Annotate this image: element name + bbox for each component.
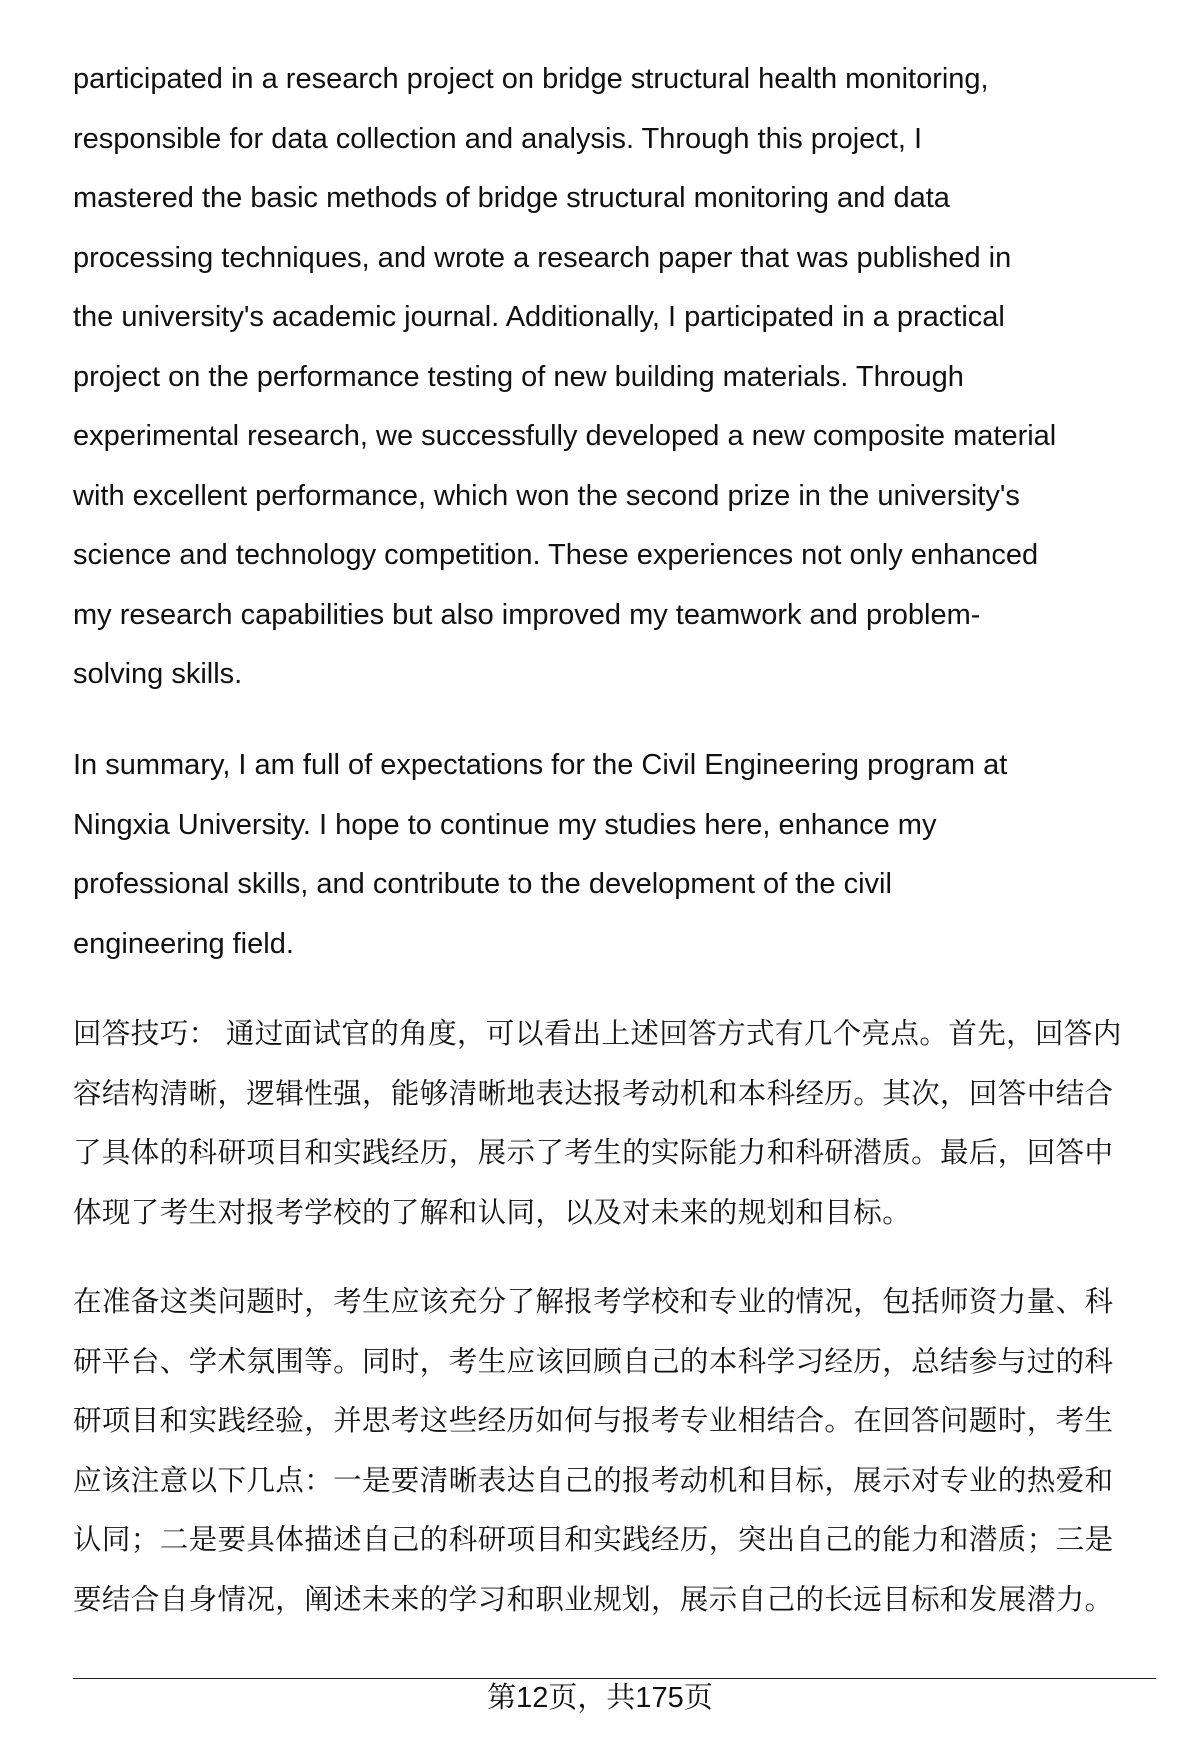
text-line: science and technology competition. These experiences not only enhanced [73,539,1039,571]
text-line: experimental research, we successfully developed a new composite material [73,420,1057,452]
paragraph-summary [73,736,1168,974]
text-line: Ningxia University. I hope to continue my studies here, enhance my [73,808,937,841]
text-line: processing techniques, and wrote a research paper that was published in [73,241,1012,274]
paragraph-research-experience [73,50,1168,705]
text-line: professional skills, and contribute to the development of the civil [73,868,892,900]
text-line: 容结构清晰，逻辑性强，能够清晰地表达报考动机和本科经历。其次，回答中结合 [73,1077,1114,1110]
text-line: 研项目和实践经验，并思考这些经历如何与报考专业相结合。在回答问题时，考生 [73,1405,1114,1437]
text-line: 研平台、学术氛围等。同时，考生应该回顾自己的本科学习经历，总结参与过的科 [73,1345,1114,1378]
text-line: my research capabilities but also improved my teamwork and problem- [73,598,981,631]
paragraph-answer-tips [73,1005,1168,1243]
text-line: 在准备这类问题时，考生应该充分了解报考学校和专业的情况，包括师资力量、科 [73,1286,1114,1318]
text-line: mastered the basic methods of bridge structural monitoring and data [73,182,950,214]
text-line: 应该注意以下几点：一是要清晰表达自己的报考动机和目标，展示对专业的热爱和 [73,1464,1114,1497]
text-line: 要结合自身情况，阐述未来的学习和职业规划，展示自己的长远目标和发展潜力。 [73,1583,1114,1616]
footer-divider [73,1678,1156,1679]
text-line: engineering field. [73,927,294,960]
text-line: 了具体的科研项目和实践经历，展示了考生的实际能力和科研潜质。最后，回答中 [73,1137,1114,1169]
text-line: 回答技巧： 通过面试官的角度，可以看出上述回答方式有几个亮点。首先，回答内 [73,1018,1122,1050]
text-line: solving skills. [73,658,243,690]
text-line: project on the performance testing of new building materials. Through [73,360,964,393]
text-line: In summary, I am full of expectations for the Civil Engineering program at [73,749,1008,781]
text-line: 认同；二是要具体描述自己的科研项目和实践经历，突出自己的能力和潜质；三是 [73,1524,1114,1556]
paragraph-preparation-advice [73,1273,1168,1630]
text-line: responsible for data collection and analysis. Through this project, I [73,122,923,155]
text-line: 体现了考生对报考学校的了解和认同，以及对未来的规划和目标。 [73,1196,912,1229]
text-line: participated in a research project on bridge structural health monitoring, [73,63,989,95]
text-line: the university's academic journal. Additionally, I participated in a practical [73,301,1005,333]
text-line: with excellent performance, which won the second prize in the university's [73,479,1020,512]
page-number: 第12页，共175页 [487,1682,713,1714]
